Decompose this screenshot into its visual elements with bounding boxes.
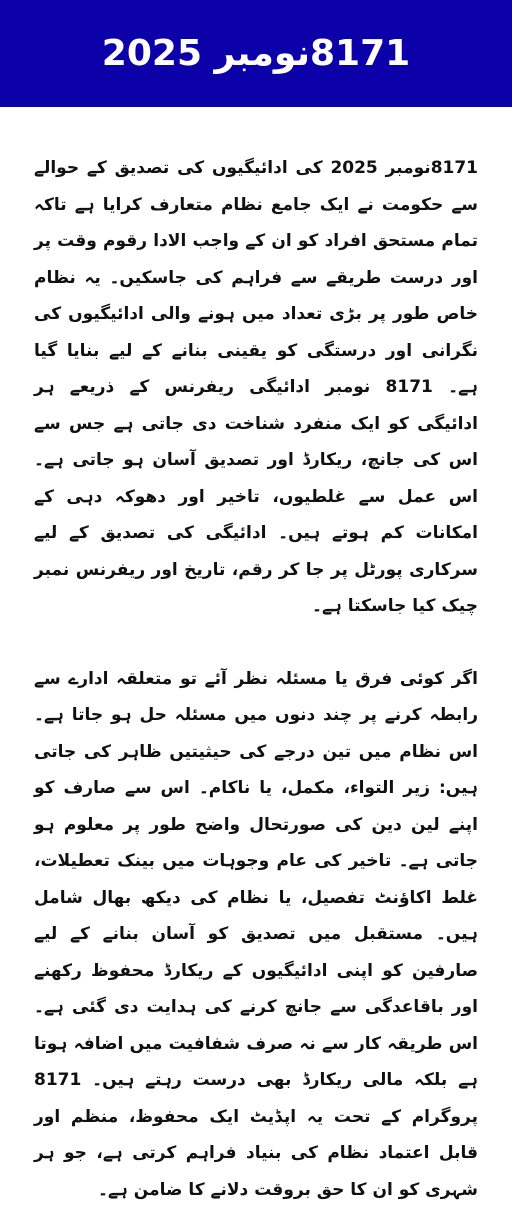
article-paragraph-2: اگر کوئی فرق یا مسئلہ نظر آئے تو متعلقہ ادارے سے رابطہ کرنے پر چند دنوں میں مسئلہ حل ہو جاتا ہے۔ اس نظام میں تین درجے کی حیثیتیں ظاہر کی جاتی ہیں: زیر التواء، مکمل، یا ناکام۔ اس سے صارف کو اپنے لین دین کی صورتحال واضح طور پر معلوم ہو جاتی ہے۔ تاخیر کی عام وجوہات میں بینک تعطیلات، غلط اکاؤنٹ تفصیل، یا نظام کی دیکھ بھال شامل ہیں۔ مستقبل میں تصدیق کو آسان بنانے کے لیے صارفین کو اپنی ادائیگیوں کے ریکارڈ محفوظ رکھنے اور باقاعدگی سے جانچ کرنے کی ہدایت دی گئی ہے۔ اس طریقہ کار سے نہ صرف شفافیت میں اضافہ ہوتا ہے بلکہ مالی ریکارڈ بھی درست رہتے ہیں۔ 8171 پروگرام کے تحت یہ اپڈیٹ ایک محفوظ، منظم اور قابل اعتماد نظام کی بنیاد فراہم کرتی ہے، جو ہر شہری کو ان کا حق بروقت دلانے کا ضامن ہے۔ — [34, 661, 478, 1208]
title-banner — [0, 0, 512, 107]
article-paragraph-1: 8171نومبر 2025 کی ادائیگیوں کی تصدیق کے حوالے سے حکومت نے ایک جامع نظام متعارف کرایا ہے تاکہ تمام مستحق افراد کو ان کے واجب الادا رقوم وقت پر اور درست طریقے سے فراہم کی جاسکیں۔ یہ نظام خاص طور پر بڑی تعداد میں ہونے والی ادائیگیوں کی نگرانی اور درستگی کو یقینی بنانے کے لیے بنایا گیا ہے۔ 8171 نومبر ادائیگی ریفرنس کے ذریعے ہر ادائیگی کو ایک منفرد شناخت دی جاتی ہے جس سے اس کی جانچ، ریکارڈ اور تصدیق آسان ہو جاتی ہے۔ اس عمل سے غلطیوں، تاخیر اور دھوکہ دہی کے امکانات کم ہوتے ہیں۔ ادائیگی کی تصدیق کے لیے سرکاری پورٹل پر جا کر رقم، تاریخ اور ریفرنس نمبر چیک کیا جاسکتا ہے۔ — [34, 150, 478, 625]
article-body — [34, 150, 478, 1208]
page-title: 8171نومبر 2025 — [102, 33, 410, 74]
